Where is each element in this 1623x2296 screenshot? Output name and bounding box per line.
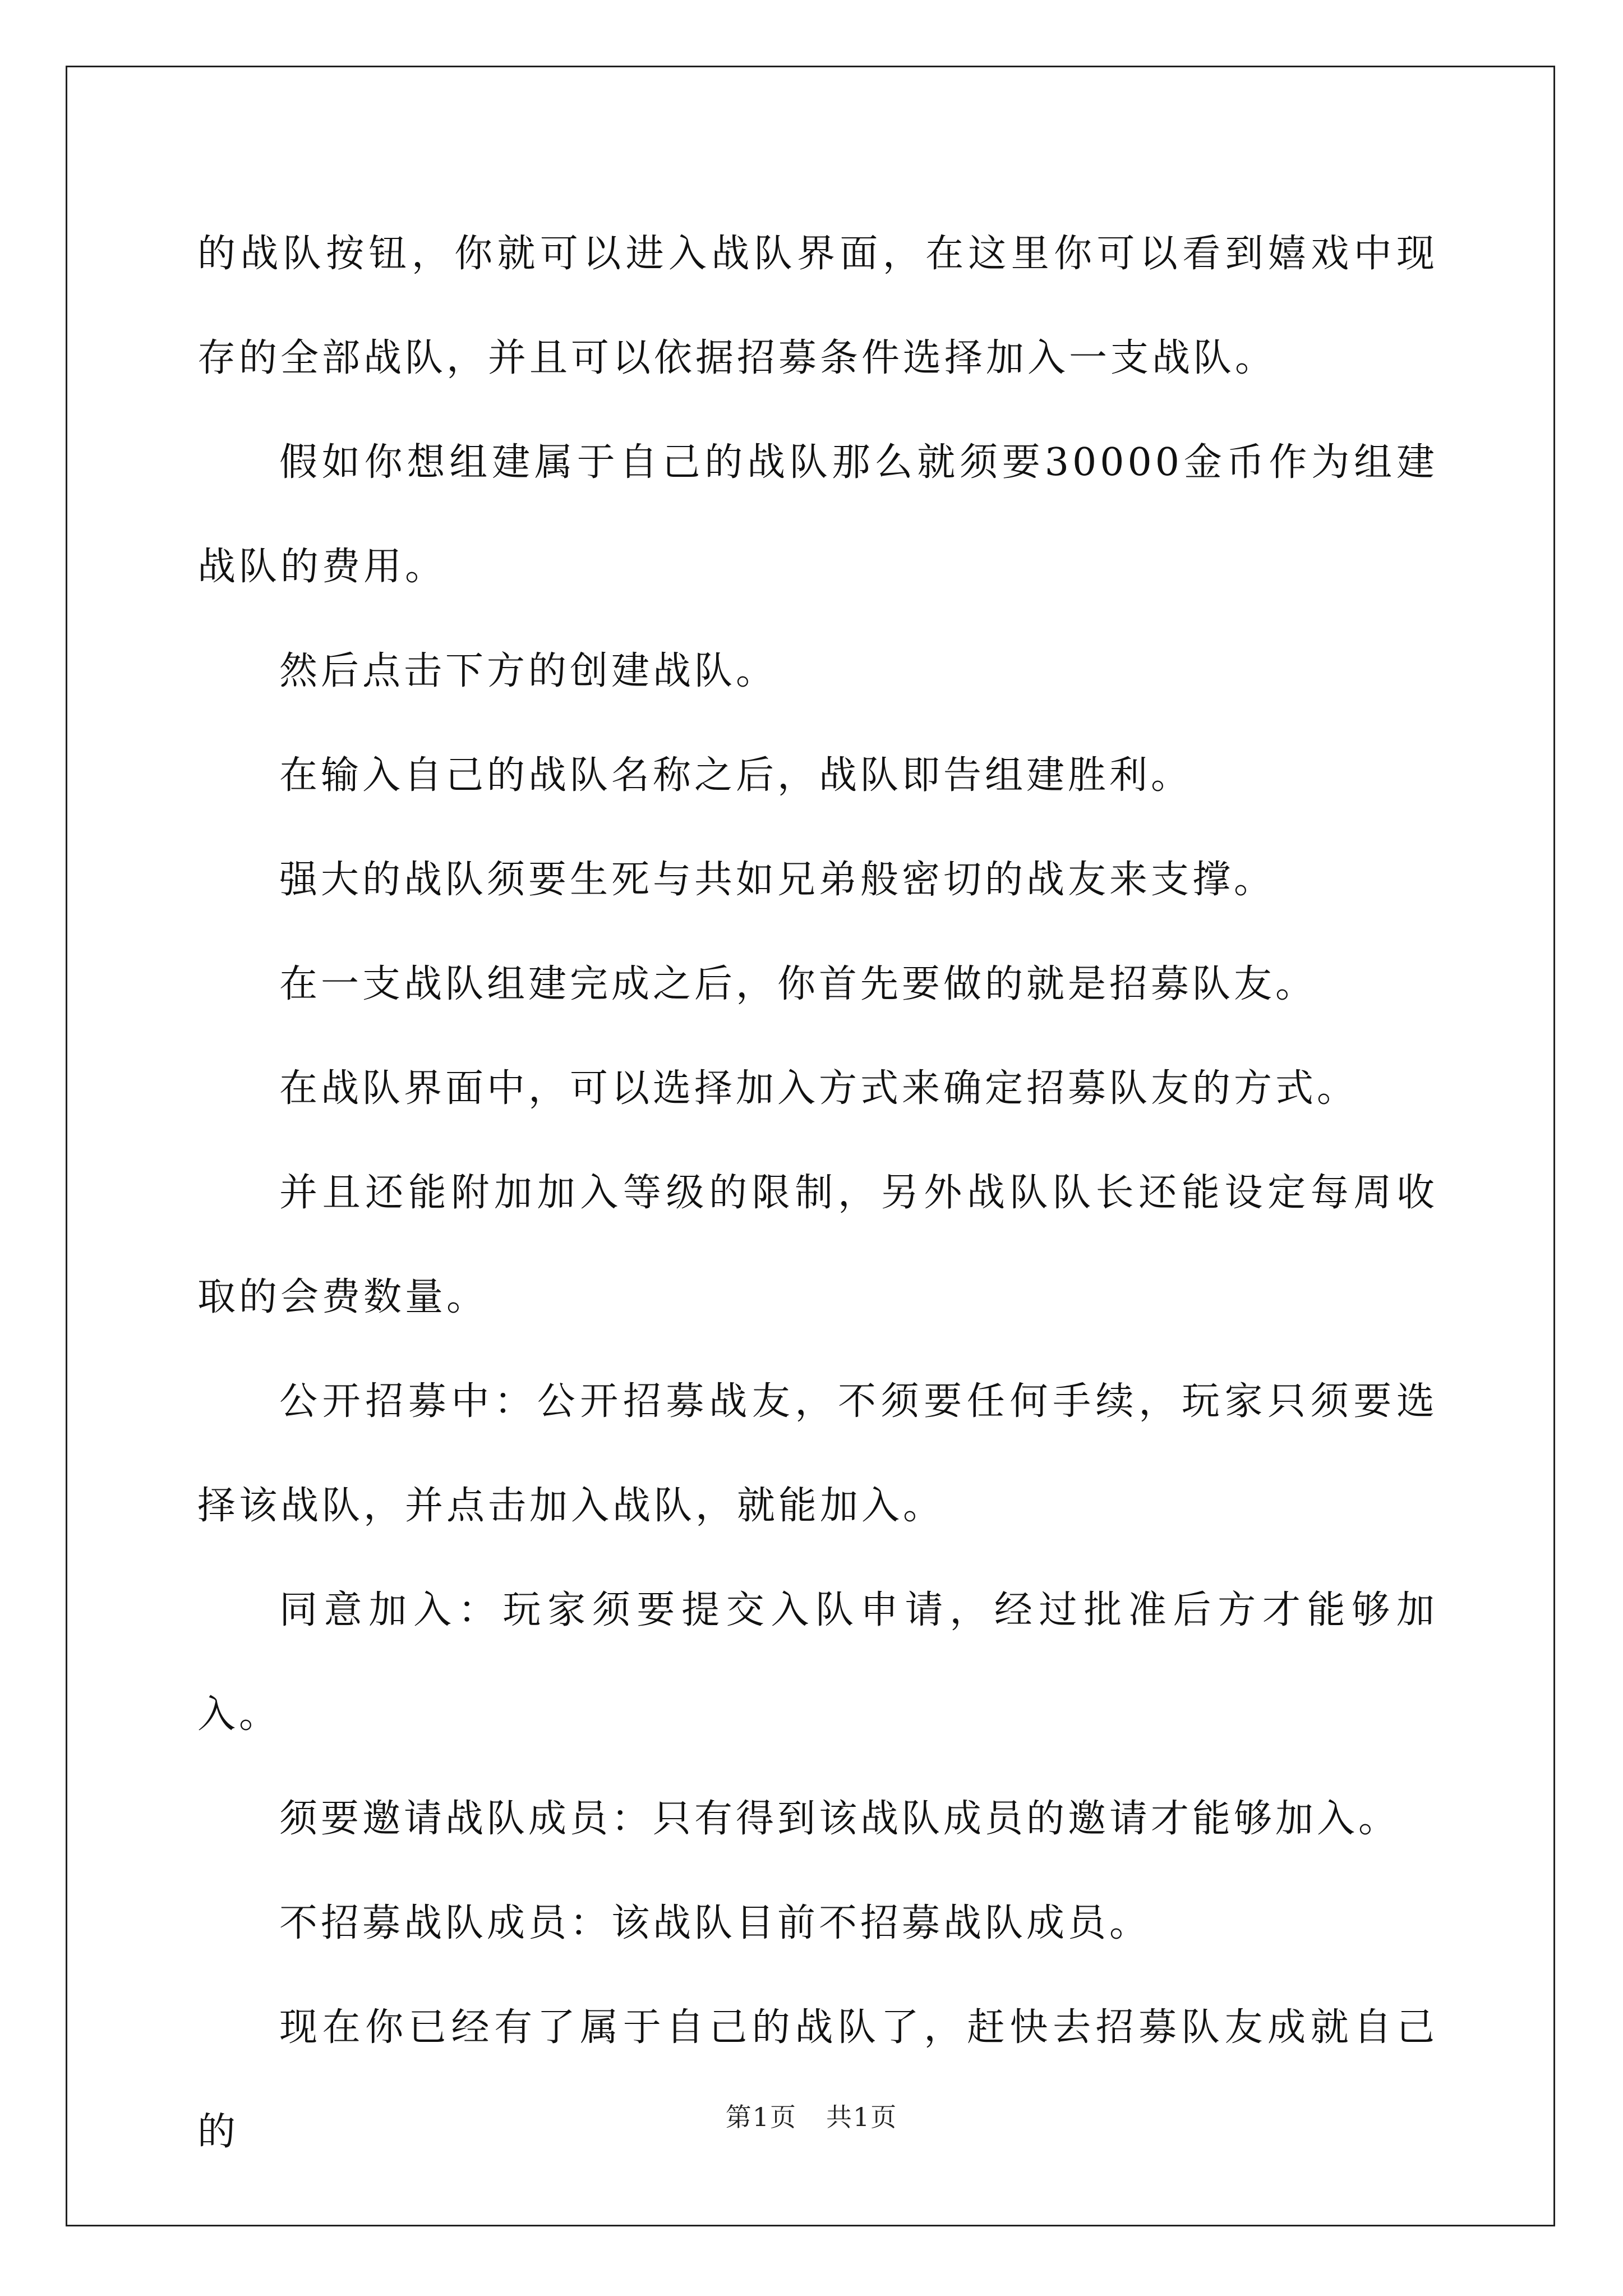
paragraph: 现在你已经有了属于自己的战队了，赶快去招募队友成就自己的 bbox=[197, 2005, 1438, 2154]
paragraph: 在一支战队组建完成之后，你首先要做的就是招募队友。 bbox=[279, 962, 1317, 1006]
paragraph: 然后点击下方的创建战队。 bbox=[279, 649, 778, 693]
document-body bbox=[197, 202, 1438, 2184]
paragraph: 同意加入：玩家须要提交入队申请，经过批准后方才能够加入。 bbox=[197, 1588, 1438, 1737]
page-total: 共1页 bbox=[826, 2102, 898, 2132]
paragraph: 强大的战队须要生死与共如兄弟般密切的战友来支撑。 bbox=[279, 858, 1276, 902]
paragraph: 假如你想组建属于自己的战队那么就须要30000金币作为组建战队的费用。 bbox=[197, 440, 1438, 589]
paragraph: 不招募战队成员：该战队目前不招募战队成员。 bbox=[279, 1901, 1151, 1945]
paragraph: 并且还能附加加入等级的限制，另外战队队长还能设定每周收取的会费数量。 bbox=[197, 1171, 1438, 1319]
page-footer bbox=[0, 2097, 1623, 2134]
paragraph: 在输入自己的战队名称之后，战队即告组建胜利。 bbox=[279, 753, 1193, 798]
paragraph: 须要邀请战队成员：只有得到该战队成员的邀请才能够加入。 bbox=[279, 1797, 1400, 1841]
paragraph: 公开招募中：公开招募战友，不须要任何手续，玩家只须要选择该战队，并点击加入战队，就能加入。 bbox=[197, 1379, 1438, 1528]
page-number: 第1页 bbox=[725, 2102, 797, 2132]
paragraph: 的战队按钮，你就可以进入战队界面，在这里你可以看到嬉戏中现存的全部战队，并且可以依据招募条件选择加入一支战队。 bbox=[197, 232, 1438, 380]
paragraph: 在战队界面中，可以选择加入方式来确定招募队友的方式。 bbox=[279, 1066, 1359, 1111]
